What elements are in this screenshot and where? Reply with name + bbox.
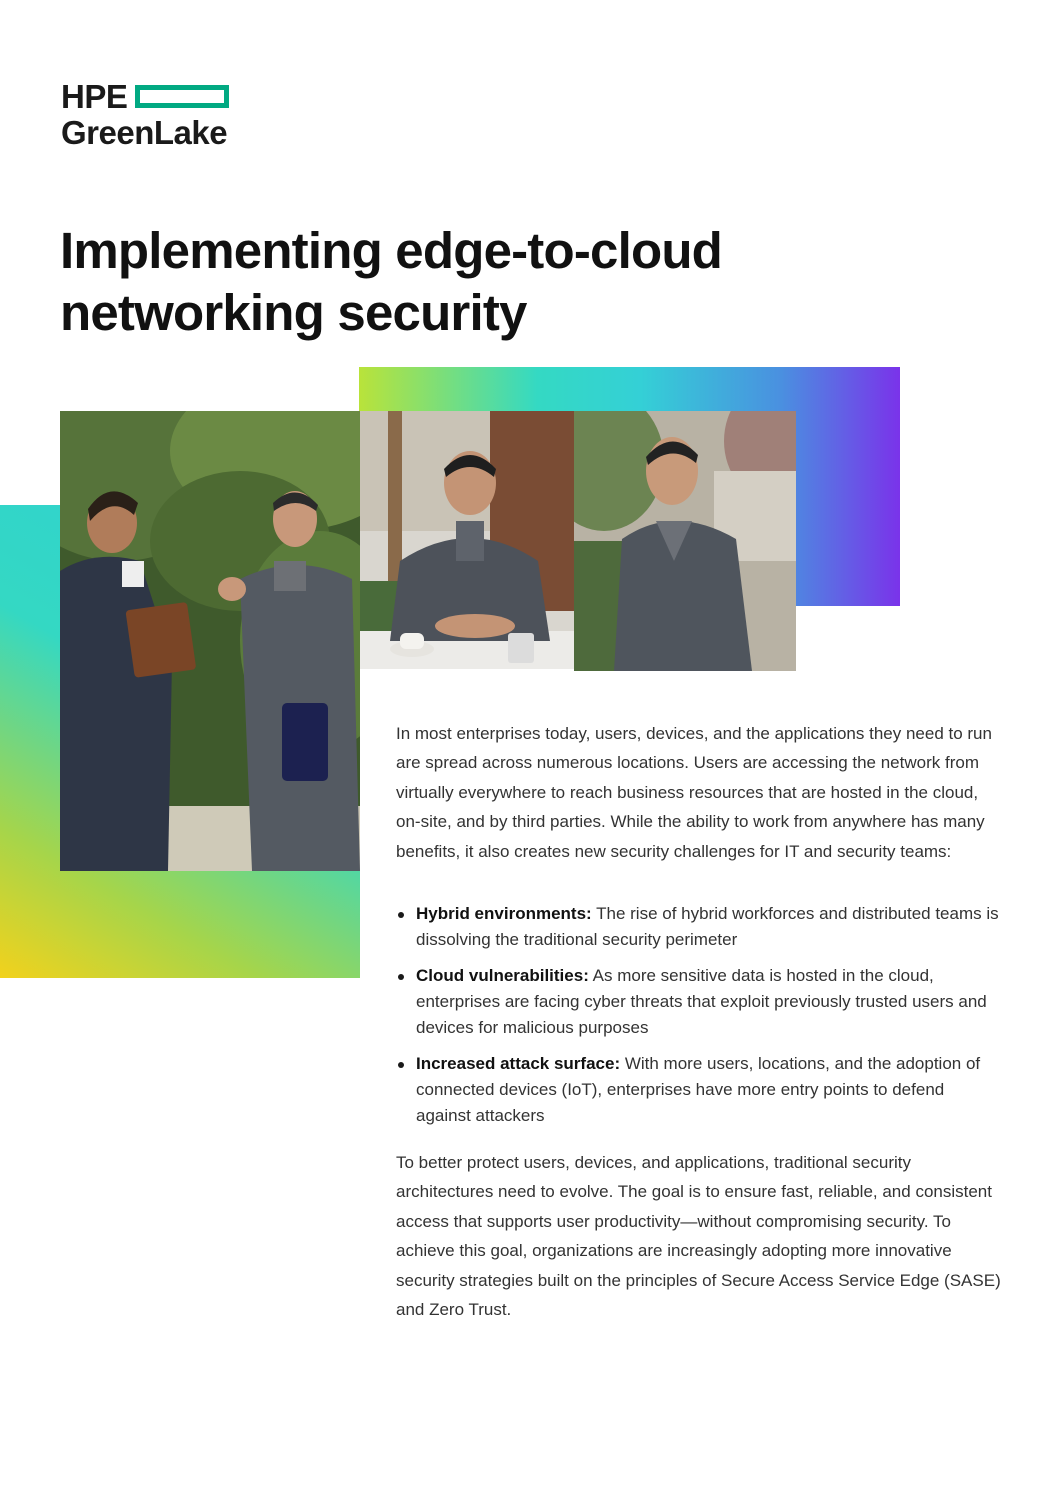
bullet-icon [398, 912, 404, 918]
bullet-text: With more users, locations, and the adoption of connected devices (IoT), enterprises have more entry points to defend against attackers [416, 1054, 981, 1125]
page-title-line-1: Implementing edge-to-cloud [60, 222, 723, 279]
two-men-talking-outdoors-photo [60, 411, 360, 871]
bullet-icon [398, 1062, 404, 1068]
logo-green-rectangle [135, 85, 229, 108]
bullet-icon [398, 974, 404, 980]
list-item [396, 901, 1002, 953]
list-item [396, 963, 1002, 1041]
challenges-list [396, 901, 1002, 1139]
man-smiling-outdoors-photo [574, 411, 796, 671]
logo-hpe-text: HPE [61, 78, 128, 115]
bullet-text: As more sensitive data is hosted in the cloud, enterprises are facing cyber threats that exploit previously trusted users and devices for malicious purposes [416, 966, 987, 1037]
logo-greenlake-text: GreenLake [61, 114, 228, 151]
logo-top-row [61, 80, 229, 113]
closing-paragraph: To better protect users, devices, and applications, traditional security architectures need to evolve. The goal is to ensure fast, reliable, and consistent access that supports user productivity—without compromising security. To achieve this goal, organizations are increasingly adopting more innovative security strategies built on the principles of Secure Access Service Edge (SASE) and Zero Trust. [396, 1153, 1001, 1320]
bullet-term: Cloud vulnerabilities: [416, 966, 589, 985]
man-seated-at-table-photo [360, 411, 574, 669]
bullet-text: The rise of hybrid workforces and distributed teams is dissolving the traditional security perimeter [416, 904, 999, 949]
page-title-line-2: networking security [60, 284, 527, 341]
bullet-term: Hybrid environments: [416, 904, 592, 923]
intro-paragraph: In most enterprises today, users, devices, and the applications they need to run are spread across numerous locations. Users are accessing the network from virtually everywhere to reach business resources that are hosted in the cloud, on-site, and by third parties. While the ability to work from anywhere has many benefits, it also creates new security challenges for IT and security teams: [396, 724, 992, 861]
list-item [396, 1051, 1002, 1129]
bullet-term: Increased attack surface: [416, 1054, 621, 1073]
page-title [60, 220, 960, 344]
hpe-greenlake-logo [61, 80, 229, 151]
